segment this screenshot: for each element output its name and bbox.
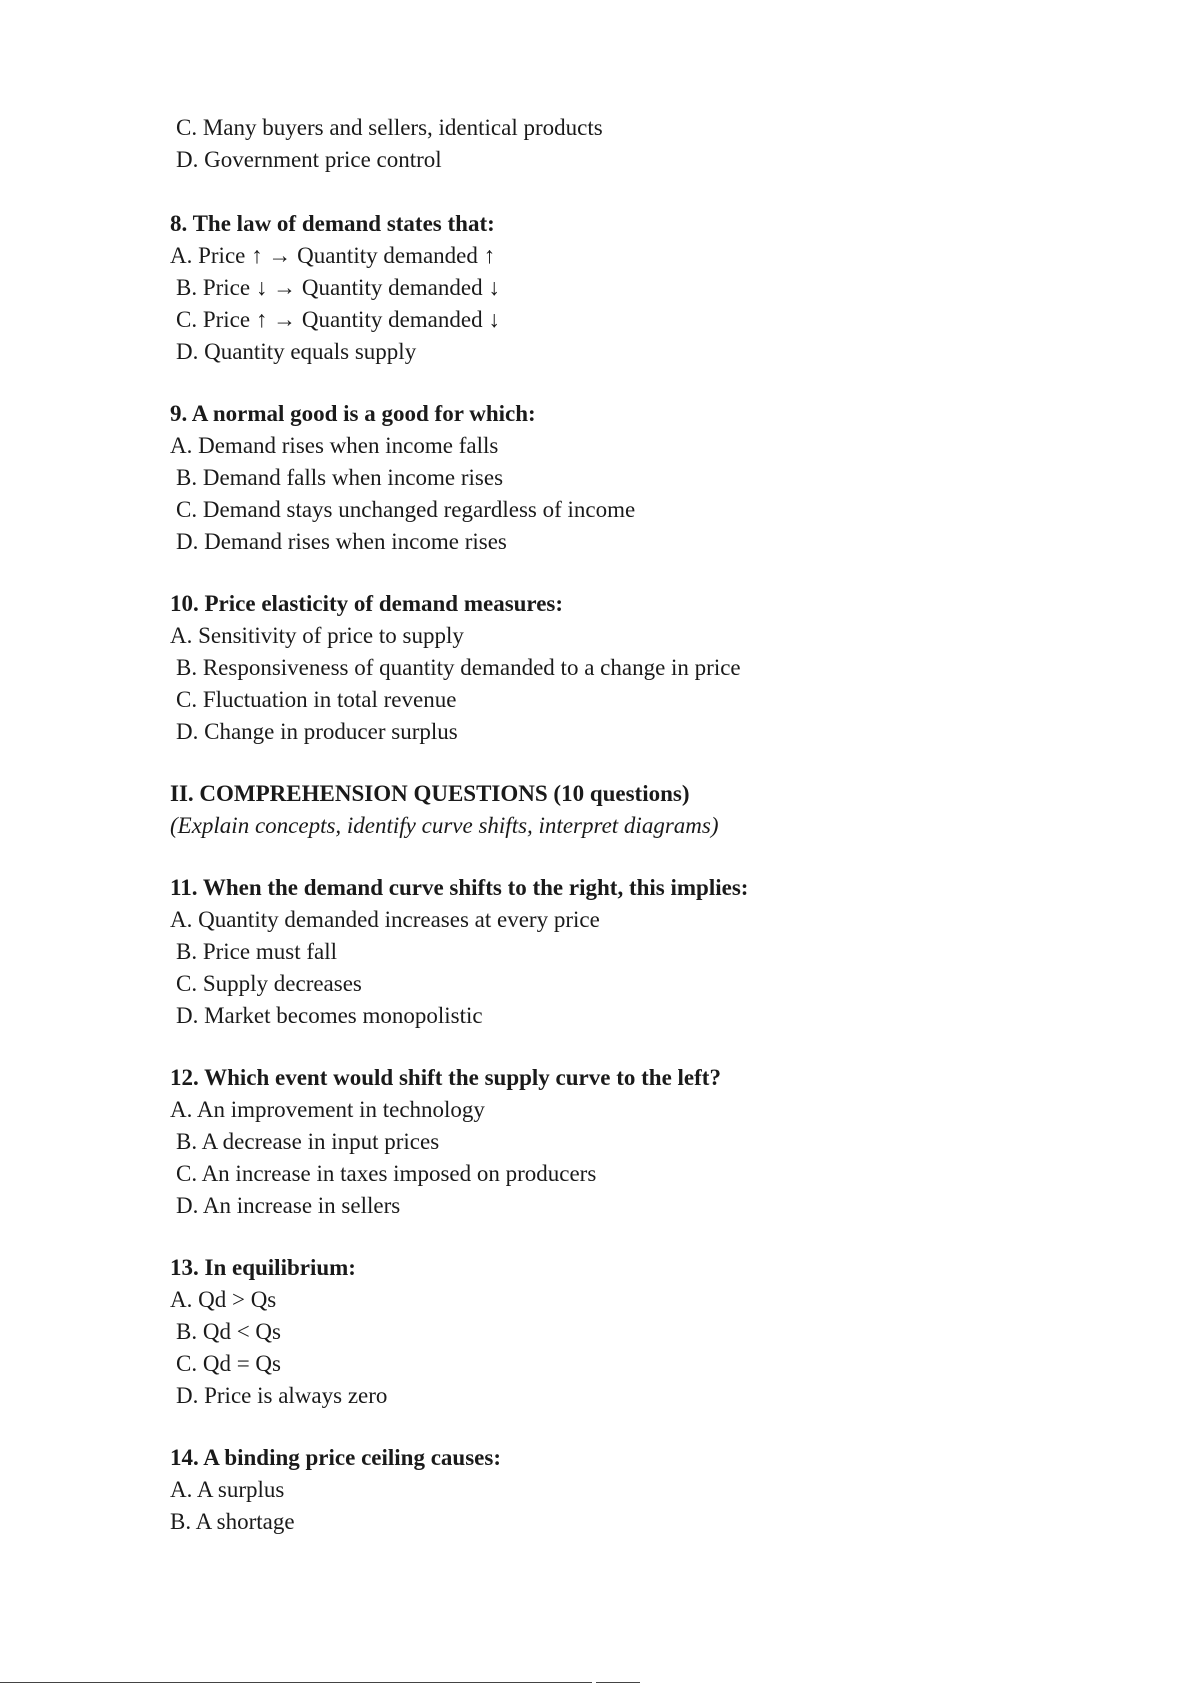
option-line: B. Qd < Qs (176, 1319, 281, 1344)
option-line: D. Market becomes monopolistic (176, 1003, 483, 1028)
question-block (170, 872, 1110, 1032)
option-line: B. A decrease in input prices (176, 1129, 440, 1154)
option-line: A. Qd > Qs (170, 1287, 277, 1312)
question-block (170, 398, 1110, 558)
question-title: 11. When the demand curve shifts to the right, this implies: (170, 875, 749, 900)
option-line: B. Demand falls when income rises (176, 465, 504, 490)
option-line: B. Price must fall (176, 939, 337, 964)
question-title: 10. Price elasticity of demand measures: (170, 591, 564, 616)
option-line: B. Price ↓ → Quantity demanded ↓ (176, 275, 500, 300)
option-line: D. An increase in sellers (176, 1193, 401, 1218)
option-line: B. Responsiveness of quantity demanded to a change in price (176, 655, 741, 680)
option-line: D. Government price control (176, 147, 442, 172)
option-line: A. An improvement in technology (170, 1097, 485, 1122)
option-line: B. A shortage (170, 1509, 295, 1534)
option-line: A. A surplus (170, 1477, 285, 1502)
option-line: D. Price is always zero (176, 1383, 388, 1408)
question-block (170, 1442, 1110, 1538)
question-block (170, 1252, 1110, 1412)
option-line: C. Many buyers and sellers, identical products (176, 115, 603, 140)
option-line: A. Demand rises when income falls (170, 433, 499, 458)
option-line: D. Quantity equals supply (176, 339, 417, 364)
option-line: C. Price ↑ → Quantity demanded ↓ (176, 307, 500, 332)
document-page (170, 112, 1110, 1538)
section-header (170, 778, 1110, 842)
question-title: 13. In equilibrium: (170, 1255, 356, 1280)
section-subtitle: (Explain concepts, identify curve shifts, interpret diagrams) (170, 813, 719, 838)
section-title: II. COMPREHENSION QUESTIONS (10 questions) (170, 781, 690, 806)
option-line: C. An increase in taxes imposed on producers (176, 1161, 597, 1186)
option-line: C. Demand stays unchanged regardless of income (176, 497, 636, 522)
question-title: 8. The law of demand states that: (170, 211, 495, 236)
option-line: A. Quantity demanded increases at every price (170, 907, 600, 932)
question-block (170, 1062, 1110, 1222)
option-line: A. Price ↑ → Quantity demanded ↑ (170, 243, 496, 268)
option-line: C. Fluctuation in total revenue (176, 687, 457, 712)
footer-divider (0, 1682, 592, 1683)
option-line: D. Demand rises when income rises (176, 529, 507, 554)
question-title: 9. A normal good is a good for which: (170, 401, 536, 426)
footer-divider (596, 1682, 640, 1683)
option-line: A. Sensitivity of price to supply (170, 623, 464, 648)
option-line: D. Change in producer surplus (176, 719, 458, 744)
question-title: 12. Which event would shift the supply curve to the left? (170, 1065, 721, 1090)
question-block (170, 588, 1110, 748)
option-line: C. Supply decreases (176, 971, 362, 996)
question-block (170, 208, 1110, 368)
option-line: C. Qd = Qs (176, 1351, 281, 1376)
question-title: 14. A binding price ceiling causes: (170, 1445, 501, 1470)
